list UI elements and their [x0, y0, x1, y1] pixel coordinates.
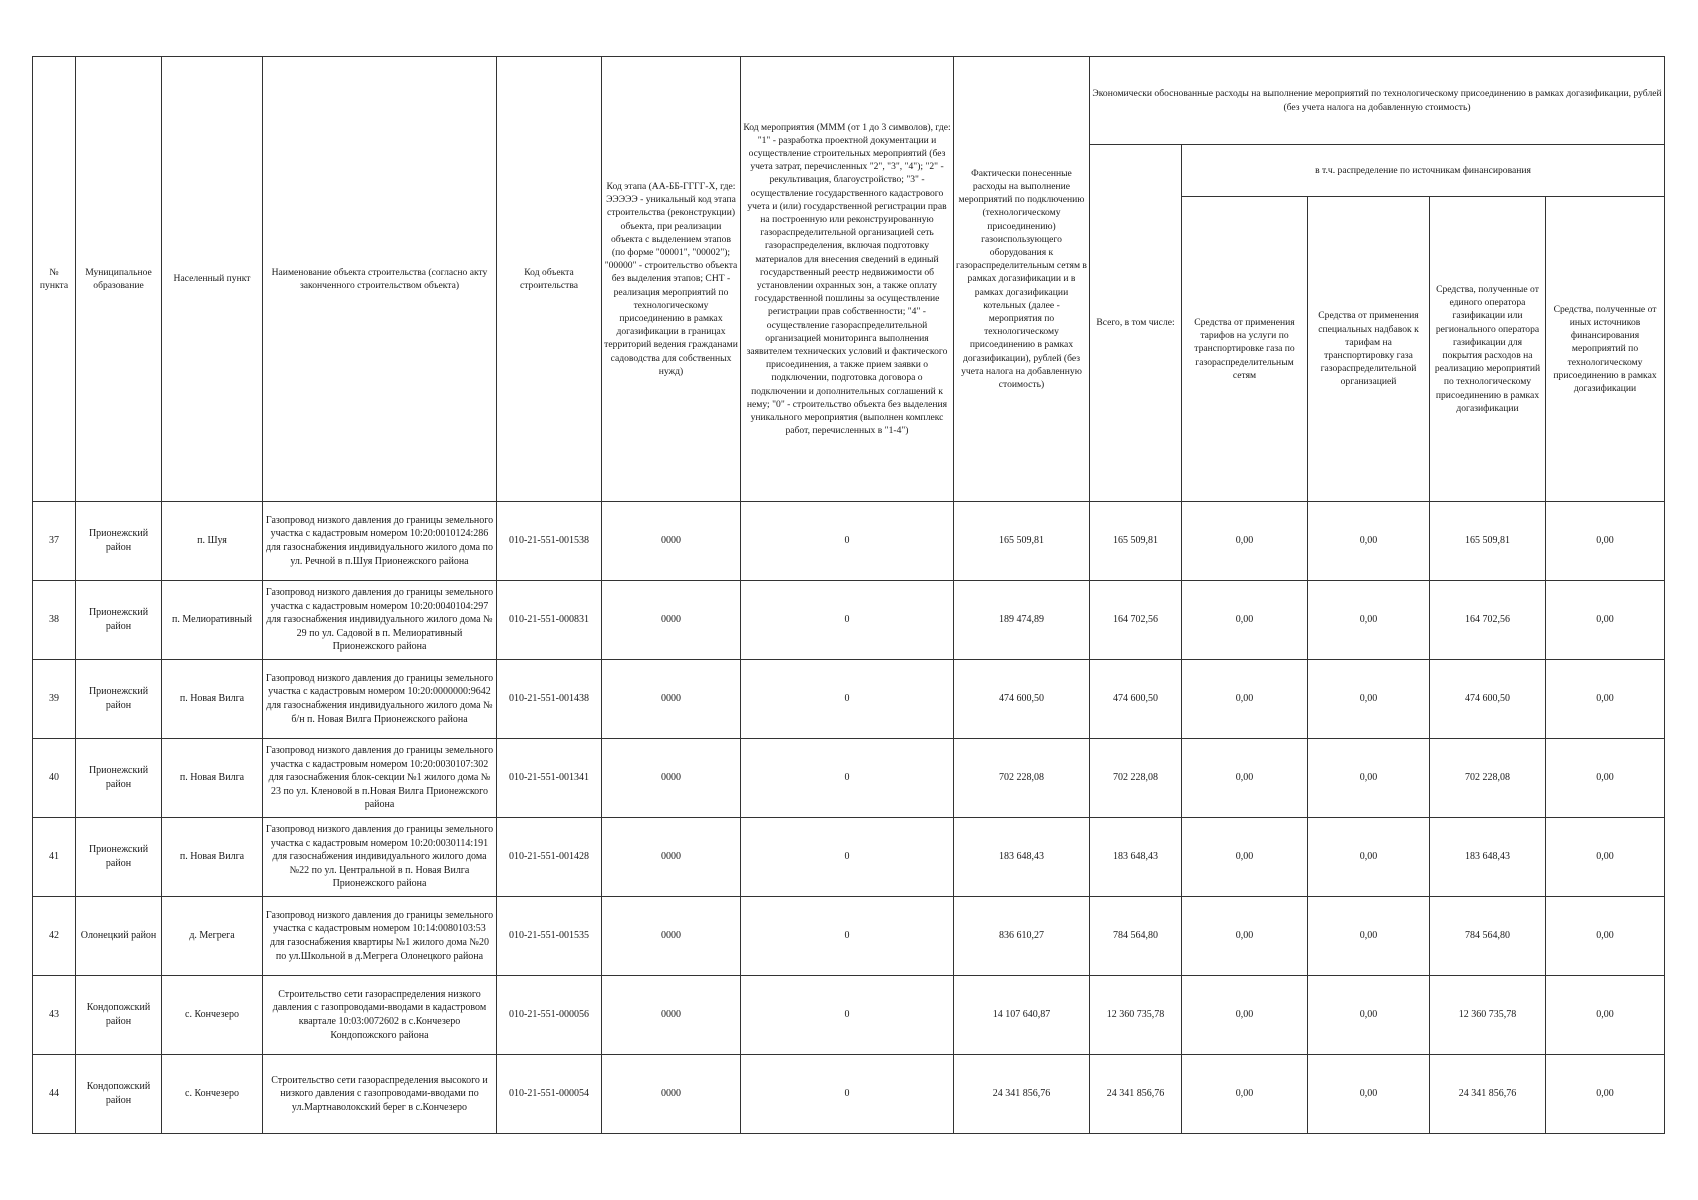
cell-src-tariff: 0,00	[1182, 897, 1308, 976]
cell-object-name: Газопровод низкого давления до границы земельного участка с кадастровым номером 10:20:0010124:286 для газоснабжения индивидуального жилого дома по ул. Речной в п.Шуя Прионежского района	[263, 502, 497, 581]
cell-settlement: п. Шуя	[162, 502, 263, 581]
cell-stage-code: 0000	[602, 660, 741, 739]
cell-municipality: Прионежский район	[76, 581, 162, 660]
cell-stage-code: 0000	[602, 739, 741, 818]
cell-src-operator: 702 228,08	[1430, 739, 1546, 818]
cell-actual-costs: 183 648,43	[954, 818, 1090, 897]
header-econ-group: Экономически обоснованные расходы на выполнение мероприятий по технологическому присоединению в рамках догазификации, рублей (без учета налога на добавленную стоимость)	[1090, 57, 1665, 145]
cell-src-other: 0,00	[1546, 976, 1665, 1055]
cell-src-operator: 474 600,50	[1430, 660, 1546, 739]
cell-num: 44	[33, 1055, 76, 1134]
cell-src-tariff: 0,00	[1182, 660, 1308, 739]
cell-settlement: п. Новая Вилга	[162, 818, 263, 897]
cell-src-markup: 0,00	[1308, 1055, 1430, 1134]
cell-src-other: 0,00	[1546, 581, 1665, 660]
cell-municipality: Прионежский район	[76, 818, 162, 897]
table-row	[33, 660, 1665, 739]
cell-actual-costs: 189 474,89	[954, 581, 1090, 660]
cell-event-code: 0	[741, 897, 954, 976]
cell-object-name: Газопровод низкого давления до границы земельного участка с кадастровым номером 10:20:0030107:302 для газоснабжения блок-секции №1 жилого дома № 23 по ул. Кленовой в п.Новая Вилга Прионежского района	[263, 739, 497, 818]
cell-stage-code: 0000	[602, 1055, 741, 1134]
cell-num: 37	[33, 502, 76, 581]
cell-src-markup: 0,00	[1308, 976, 1430, 1055]
cell-stage-code: 0000	[602, 502, 741, 581]
cell-object-code: 010-21-551-001341	[497, 739, 602, 818]
header-object-name: Наименование объекта строительства (согласно акту законченного строительством объекта)	[263, 57, 497, 502]
cost-table	[32, 56, 1665, 1134]
cell-actual-costs: 165 509,81	[954, 502, 1090, 581]
cell-src-operator: 784 564,80	[1430, 897, 1546, 976]
cell-event-code: 0	[741, 581, 954, 660]
cell-src-tariff: 0,00	[1182, 502, 1308, 581]
cell-settlement: п. Новая Вилга	[162, 739, 263, 818]
cell-num: 41	[33, 818, 76, 897]
cell-stage-code: 0000	[602, 976, 741, 1055]
cell-src-other: 0,00	[1546, 739, 1665, 818]
cell-settlement: д. Мегрега	[162, 897, 263, 976]
cell-src-operator: 12 360 735,78	[1430, 976, 1546, 1055]
cell-src-other: 0,00	[1546, 818, 1665, 897]
cell-settlement: п. Новая Вилга	[162, 660, 263, 739]
cell-num: 43	[33, 976, 76, 1055]
cell-src-markup: 0,00	[1308, 502, 1430, 581]
cell-event-code: 0	[741, 818, 954, 897]
table-row	[33, 581, 1665, 660]
cell-settlement: с. Кончезеро	[162, 1055, 263, 1134]
cell-src-markup: 0,00	[1308, 581, 1430, 660]
cell-src-operator: 164 702,56	[1430, 581, 1546, 660]
cell-src-markup: 0,00	[1308, 739, 1430, 818]
cell-src-operator: 24 341 856,76	[1430, 1055, 1546, 1134]
cell-src-other: 0,00	[1546, 897, 1665, 976]
header-municipality: Муниципальное образование	[76, 57, 162, 502]
cell-src-tariff: 0,00	[1182, 581, 1308, 660]
cell-object-code: 010-21-551-001535	[497, 897, 602, 976]
cell-actual-costs: 14 107 640,87	[954, 976, 1090, 1055]
cell-event-code: 0	[741, 739, 954, 818]
cell-src-other: 0,00	[1546, 502, 1665, 581]
header-stage-code: Код этапа (АА-ББ-ГГГГ-Х, где: ЭЭЭЭЭ - уникальный код этапа строительства (реконструкции) объекта, при реализации объекта с выделением этапов (по форме "00001", "00002"); "00000" - строительство объекта без выделения этапов; СНТ - реализация мероприятий по технологическому присоединению в рамках догазификации в границах территорий ведения гражданами садоводства для собственных нужд)	[602, 57, 741, 502]
header-actual-costs: Фактически понесенные расходы на выполнение мероприятий по подключению (технологическому присоединению) газоиспользующего оборудования к газораспределительным сетям в рамках догазификации и в рамках догазификации котельных (далее - мероприятия по технологическому присоединению в рамках догазификации), рублей (без учета налога на добавленную стоимость)	[954, 57, 1090, 502]
cell-src-operator: 183 648,43	[1430, 818, 1546, 897]
table-row	[33, 897, 1665, 976]
cell-total: 12 360 735,78	[1090, 976, 1182, 1055]
header-event-code: Код мероприятия (МММ (от 1 до 3 символов), где: "1" - разработка проектной документации и осуществление строительных мероприятий (без учета затрат, перечисленных "2", "3", "4"); "2" - рекультивация, благоустройство; "3" - осуществление государственного кадастрового учета и (или) государственной регистрации прав на построенную или реконструированную газораспределительной организацией сеть газораспределения, включая подготовку материалов для внесения сведений в единый государственный реестр недвижимости об установлении охранных зон, а также оплату государственной пошлины за осуществление регистрации прав собственности; "4" - осуществление газораспределительной организацией мониторинга выполнения заявителем технических условий и фактического присоединения, а также прием заявки о подключении, подготовка договора о подключении и дополнительных соглашений к нему; "0" - строительство объекта без выделения уникального мероприятия (выполнен комплекс работ, перечисленных в "1-4")	[741, 57, 954, 502]
cell-src-operator: 165 509,81	[1430, 502, 1546, 581]
header-src-operator: Средства, полученные от единого оператора газификации или регионального оператора газификации для покрытия расходов на реализацию мероприятий по технологическому присоединению в рамках догазификации	[1430, 197, 1546, 502]
cell-src-other: 0,00	[1546, 660, 1665, 739]
cell-event-code: 0	[741, 976, 954, 1055]
cell-actual-costs: 702 228,08	[954, 739, 1090, 818]
cell-src-tariff: 0,00	[1182, 739, 1308, 818]
cell-settlement: п. Мелиоративный	[162, 581, 263, 660]
cell-object-code: 010-21-551-001538	[497, 502, 602, 581]
header-src-markup: Средства от применения специальных надбавок к тарифам на транспортировку газа газораспределительной организацией	[1308, 197, 1430, 502]
cell-object-code: 010-21-551-001428	[497, 818, 602, 897]
cell-actual-costs: 836 610,27	[954, 897, 1090, 976]
cell-object-name: Газопровод низкого давления до границы земельного участка с кадастровым номером 10:20:0040104:297 для газоснабжения индивидуального жилого дома № 29 по ул. Садовой в п. Мелиоративный Прионежского района	[263, 581, 497, 660]
header-num: № пункта	[33, 57, 76, 502]
cell-object-code: 010-21-551-000056	[497, 976, 602, 1055]
cell-object-name: Газопровод низкого давления до границы земельного участка с кадастровым номером 10:20:0000000:9642 для газоснабжения индивидуального жилого дома № б/н п. Новая Вилга Прионежского района	[263, 660, 497, 739]
cell-event-code: 0	[741, 502, 954, 581]
cell-actual-costs: 24 341 856,76	[954, 1055, 1090, 1134]
cell-src-markup: 0,00	[1308, 818, 1430, 897]
header-src-tariff: Средства от применения тарифов на услуги по транспортировке газа по газораспределительным сетям	[1182, 197, 1308, 502]
cell-src-other: 0,00	[1546, 1055, 1665, 1134]
cell-num: 38	[33, 581, 76, 660]
cell-total: 165 509,81	[1090, 502, 1182, 581]
cell-event-code: 0	[741, 660, 954, 739]
cell-src-tariff: 0,00	[1182, 1055, 1308, 1134]
cell-object-code: 010-21-551-000054	[497, 1055, 602, 1134]
cell-event-code: 0	[741, 1055, 954, 1134]
table-row	[33, 818, 1665, 897]
cell-src-markup: 0,00	[1308, 897, 1430, 976]
cell-stage-code: 0000	[602, 897, 741, 976]
cell-settlement: с. Кончезеро	[162, 976, 263, 1055]
header-total: Всего, в том числе:	[1090, 145, 1182, 502]
cell-num: 42	[33, 897, 76, 976]
cell-total: 702 228,08	[1090, 739, 1182, 818]
table-row	[33, 1055, 1665, 1134]
table-row	[33, 976, 1665, 1055]
cell-stage-code: 0000	[602, 581, 741, 660]
cell-num: 39	[33, 660, 76, 739]
cell-total: 183 648,43	[1090, 818, 1182, 897]
cell-municipality: Прионежский район	[76, 502, 162, 581]
header-src-other: Средства, полученные от иных источников финансирования мероприятий по технологическому присоединению в рамках догазификации	[1546, 197, 1665, 502]
cell-total: 474 600,50	[1090, 660, 1182, 739]
cell-object-code: 010-21-551-000831	[497, 581, 602, 660]
cell-num: 40	[33, 739, 76, 818]
cell-object-code: 010-21-551-001438	[497, 660, 602, 739]
cell-municipality: Кондопожский район	[76, 976, 162, 1055]
table-row	[33, 739, 1665, 818]
cell-total: 24 341 856,76	[1090, 1055, 1182, 1134]
header-source-group: в т.ч. распределение по источникам финансирования	[1182, 145, 1665, 197]
cell-src-tariff: 0,00	[1182, 818, 1308, 897]
cell-municipality: Кондопожский район	[76, 1055, 162, 1134]
cell-total: 784 564,80	[1090, 897, 1182, 976]
cell-object-name: Газопровод низкого давления до границы земельного участка с кадастровым номером 10:14:0080103:53 для газоснабжения квартиры №1 жилого дома №20 по ул.Школьной в д.Мегрега Олонецкого района	[263, 897, 497, 976]
cell-object-name: Строительство сети газораспределения низкого давления с газопроводами-вводами в кадастровом квартале 10:03:0072602 в с.Кончезеро Кондопожского района	[263, 976, 497, 1055]
cell-municipality: Прионежский район	[76, 660, 162, 739]
header-object-code: Код объекта строительства	[497, 57, 602, 502]
cell-municipality: Прионежский район	[76, 739, 162, 818]
header-settlement: Населенный пункт	[162, 57, 263, 502]
cell-object-name: Строительство сети газораспределения высокого и низкого давления с газопроводами-вводами по ул.Мартнаволокский берег в с.Кончезеро	[263, 1055, 497, 1134]
cell-src-tariff: 0,00	[1182, 976, 1308, 1055]
cell-municipality: Олонецкий район	[76, 897, 162, 976]
table-row	[33, 502, 1665, 581]
cell-src-markup: 0,00	[1308, 660, 1430, 739]
cell-object-name: Газопровод низкого давления до границы земельного участка с кадастровым номером 10:20:0030114:191 для газоснабжения индивидуального жилого дома №22 по ул. Центральной в п. Новая Вилга Прионежского района	[263, 818, 497, 897]
cell-actual-costs: 474 600,50	[954, 660, 1090, 739]
cell-total: 164 702,56	[1090, 581, 1182, 660]
cell-stage-code: 0000	[602, 818, 741, 897]
